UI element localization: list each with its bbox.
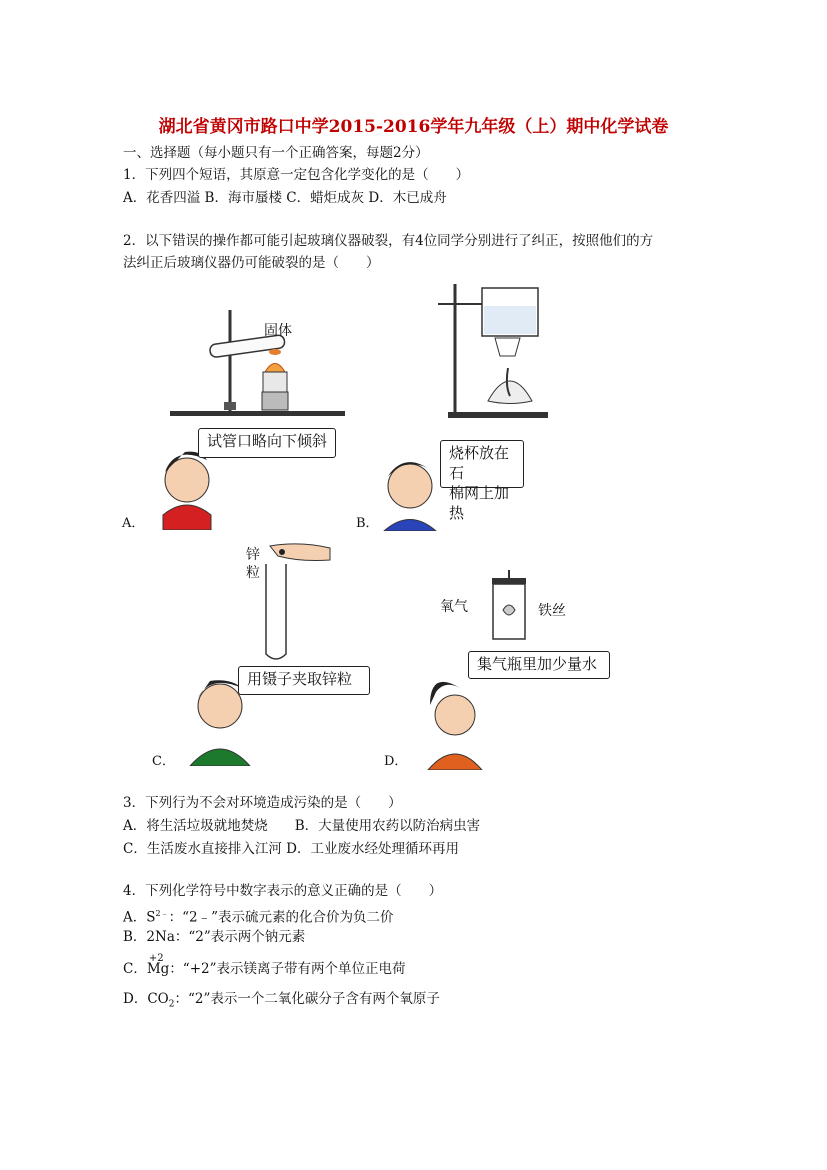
- figure-d-tag-oxygen: 氧气: [440, 599, 468, 615]
- figure-a-speech-bubble: 试管口略向下倾斜: [198, 428, 336, 458]
- q4-a-text: ：“2﹣”表示硫元素的化合价为负二价: [168, 909, 394, 926]
- q1-options: A．花香四溢 B．海市蜃楼 C．蜡炬成灰 D．木已成舟: [123, 190, 447, 206]
- q4-c-element: Mg: [146, 961, 170, 977]
- q4-a-superscript: 2﹣: [155, 909, 169, 918]
- q4-c-text: ：“+2”表示镁离子带有两个单位正电荷: [169, 961, 406, 977]
- figure-b-bubble-line1: 烧杯放在石: [449, 444, 510, 482]
- figure-c-tag-line1: 锌: [246, 547, 260, 563]
- q4-option-b: B．2Na：“2”表示两个钠元素: [123, 929, 306, 945]
- q1-stem: 1．下列四个短语，其原意一定包含化学变化的是（ ）: [123, 167, 470, 183]
- q3-stem: 3．下列行为不会对环境造成污染的是（ ）: [123, 795, 402, 811]
- q4-d-text: ：“2”表示一个二氧化碳分子含有两个氧原子: [174, 991, 440, 1007]
- figure-d-speech-bubble: 集气瓶里加少量水: [468, 651, 610, 679]
- q4-d-subscript: 2: [168, 999, 175, 1010]
- section-heading: 一、选择题（每小题只有一个正确答案，每题2分）: [123, 145, 429, 161]
- q3-options-line1: A．将生活垃圾就地焚烧 B．大量使用农药以防治病虫害: [123, 818, 481, 834]
- page-title: 湖北省黄冈市路口中学2015-2016学年九年级（上）期中化学试卷: [158, 117, 669, 137]
- q4-option-a: [123, 905, 394, 927]
- figure-c-tag-line2: 粒: [246, 565, 260, 581]
- option-c-label: C．: [152, 754, 175, 769]
- figure-c-zinc-granule: [170, 536, 370, 766]
- q4-c-prefix: C．: [123, 961, 147, 977]
- figure-c-speech-bubble: 用镊子夹取锌粒: [238, 666, 370, 695]
- q4-option-d: [123, 990, 440, 1014]
- q4-a-prefix: A．S: [123, 909, 156, 926]
- q2-stem-line1: 2．以下错误的操作都可能引起玻璃仪器破裂，有4位同学分别进行了纠正，按照他们的方: [123, 233, 654, 249]
- figure-a-tag-solid: 固体: [264, 323, 292, 339]
- q2-stem-line2: 法纠正后玻璃仪器仍可能破裂的是（ ）: [123, 255, 380, 271]
- q4-option-c: [123, 953, 406, 978]
- q4-c-valence: +2: [148, 953, 164, 964]
- figure-b-bubble-line2: 棉网上加热: [449, 484, 510, 522]
- q4-d-prefix: D．CO: [123, 991, 169, 1007]
- figure-a-test-tube-heating: [145, 300, 345, 530]
- option-d-label: D．: [384, 754, 408, 769]
- option-a-label: A．: [122, 516, 145, 531]
- figure-d-tag-iron-wire: 铁丝: [538, 603, 566, 619]
- q4-stem: 4．下列化学符号中数字表示的意义正确的是（ ）: [123, 883, 443, 899]
- figure-b-speech-bubble: [440, 440, 524, 522]
- option-b-label: B．: [356, 516, 379, 531]
- q3-options-line2: C．生活废水直接排入江河 D．工业废水经处理循环再用: [123, 841, 459, 857]
